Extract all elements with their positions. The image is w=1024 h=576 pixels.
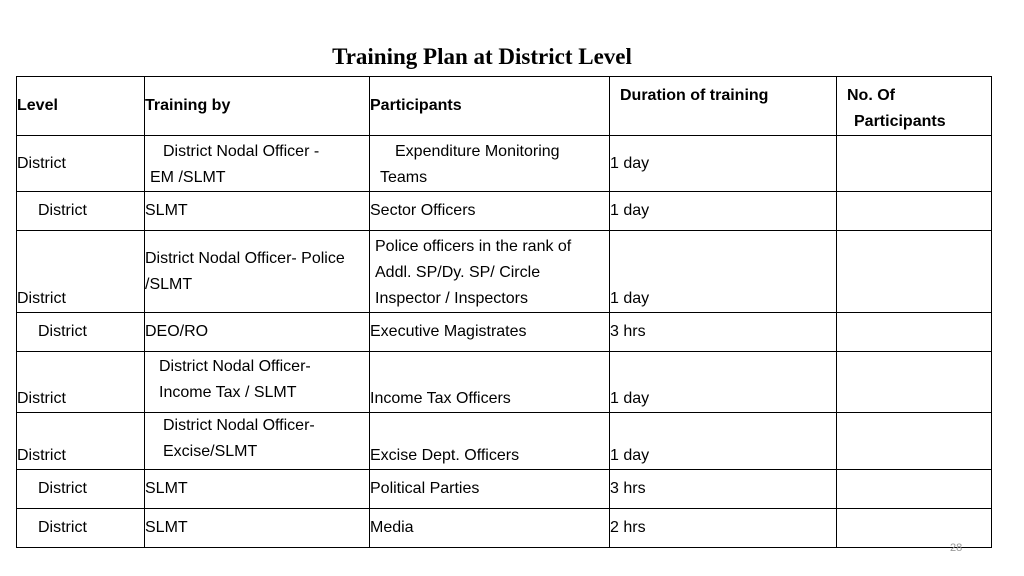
table-row: [17, 136, 992, 192]
cell-level: District: [17, 231, 145, 313]
cell-participants: Executive Magistrates: [370, 313, 610, 352]
cell-count: [837, 231, 992, 313]
header-duration: Duration of training: [610, 77, 837, 136]
cell-training-by: SLMT: [145, 192, 370, 231]
cell-level: District: [17, 192, 145, 231]
training-plan-table: [16, 76, 992, 548]
cell-line: District Nodal Officer-: [159, 358, 311, 375]
cell-training-by: [145, 352, 370, 413]
cell-line: Inspector / Inspectors: [375, 290, 528, 307]
cell-duration: 2 hrs: [610, 509, 837, 548]
header-training-by: Training by: [145, 77, 370, 136]
cell-duration: 1 day: [610, 352, 837, 413]
cell-level: District: [17, 509, 145, 548]
cell-training-by: SLMT: [145, 509, 370, 548]
cell-line: District Nodal Officer- Police: [145, 249, 345, 267]
cell-line: Police officers in the rank of: [375, 238, 572, 255]
cell-participants: Income Tax Officers: [370, 352, 610, 413]
cell-line: Addl. SP/Dy. SP/ Circle: [375, 264, 541, 281]
cell-level: District: [17, 352, 145, 413]
cell-level: District: [17, 136, 145, 192]
cell-duration: 1 day: [610, 231, 837, 313]
cell-level: District: [17, 413, 145, 470]
cell-count: [837, 413, 992, 470]
cell-duration: 1 day: [610, 136, 837, 192]
header-participants: Participants: [370, 77, 610, 136]
cell-training-by: DEO/RO: [145, 313, 370, 352]
cell-duration: 1 day: [610, 192, 837, 231]
cell-line: EM /SLMT: [150, 169, 226, 186]
cell-participants: Sector Officers: [370, 192, 610, 231]
cell-line: Excise/SLMT: [163, 443, 258, 460]
cell-line: Teams: [380, 169, 428, 186]
cell-participants: Political Parties: [370, 470, 610, 509]
table-row: [17, 231, 992, 313]
table-row: [17, 413, 992, 470]
cell-count: [837, 192, 992, 231]
cell-count: [837, 136, 992, 192]
header-level: Level: [17, 77, 145, 136]
cell-level: District: [17, 313, 145, 352]
table-row: [17, 509, 992, 548]
cell-count: [837, 313, 992, 352]
cell-training-by: [145, 136, 370, 192]
cell-duration: 3 hrs: [610, 313, 837, 352]
header-no-of-line1: No. Of: [847, 87, 895, 104]
cell-participants: Media: [370, 509, 610, 548]
cell-line: District Nodal Officer -: [163, 143, 320, 160]
cell-training-by: SLMT: [145, 470, 370, 509]
table-row: [17, 192, 992, 231]
cell-training-by: [145, 231, 370, 313]
page-title: Training Plan at District Level: [332, 44, 632, 69]
cell-count: [837, 470, 992, 509]
cell-duration: 3 hrs: [610, 470, 837, 509]
cell-level: District: [17, 470, 145, 509]
cell-line: Expenditure Monitoring: [395, 143, 560, 160]
cell-duration: 1 day: [610, 413, 837, 470]
header-no-of-line2: Participants: [854, 113, 946, 130]
cell-line: /SLMT: [145, 275, 193, 293]
header-no-of-participants: [837, 77, 992, 136]
cell-line: Income Tax / SLMT: [159, 384, 297, 401]
cell-count: [837, 509, 992, 548]
table-row: [17, 352, 992, 413]
cell-participants: Excise Dept. Officers: [370, 413, 610, 470]
cell-training-by: [145, 413, 370, 470]
table-row: [17, 470, 992, 509]
cell-count: [837, 352, 992, 413]
cell-line: District Nodal Officer-: [163, 417, 315, 434]
page-number: 28: [950, 542, 963, 554]
cell-participants: [370, 136, 610, 192]
cell-participants: [370, 231, 610, 313]
table-row: [17, 313, 992, 352]
table-header-row: [17, 77, 992, 136]
